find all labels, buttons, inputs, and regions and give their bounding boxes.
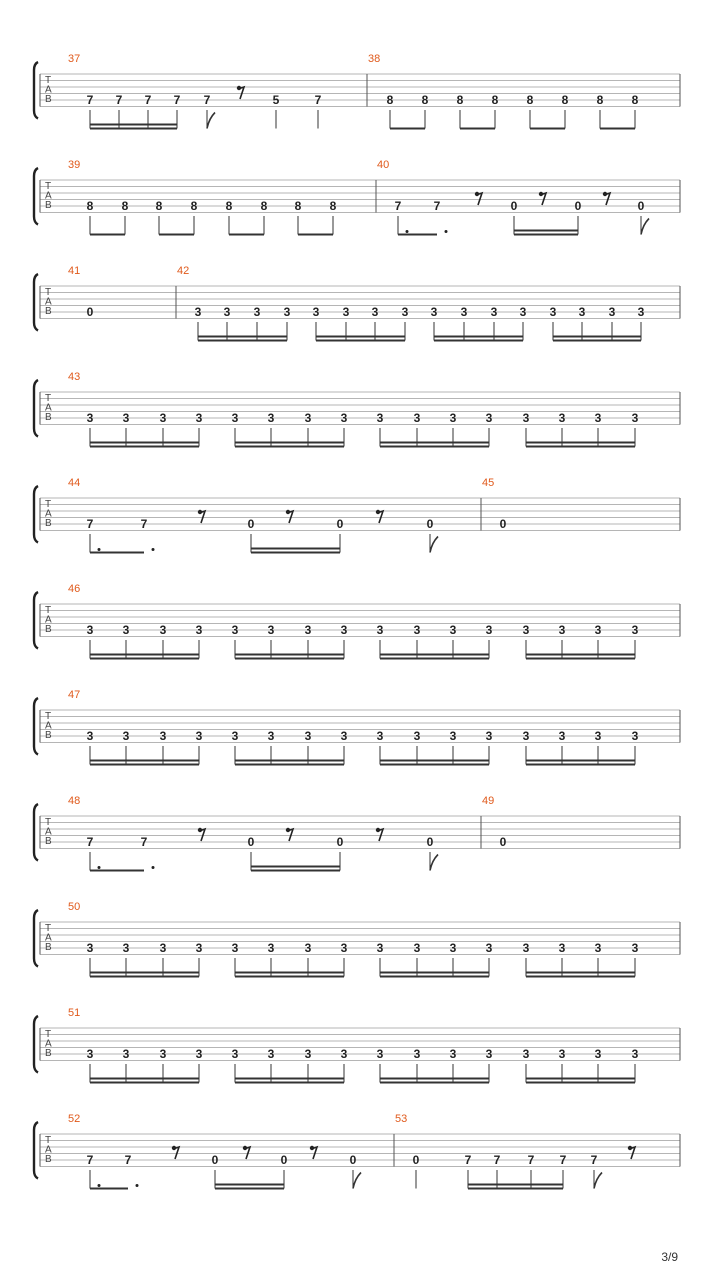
- measure-number: 43: [68, 371, 81, 383]
- note-flag: [430, 855, 438, 871]
- fret-number: 3: [340, 729, 348, 743]
- fret-number: 8: [456, 93, 464, 107]
- fret-number: 3: [223, 305, 231, 319]
- tab-clef-letter: B: [45, 306, 52, 317]
- measure-number: 39: [68, 159, 81, 171]
- eighth-rest-icon: [286, 828, 293, 841]
- measure-number: 49: [482, 795, 495, 807]
- eighth-rest-icon: [376, 828, 383, 841]
- measure-number: 52: [68, 1113, 81, 1125]
- fret-number: 7: [86, 835, 94, 849]
- measure-number: 44: [68, 477, 81, 489]
- tab-clef-letter: B: [45, 200, 52, 211]
- fret-number: 8: [190, 199, 198, 213]
- measure-number: 48: [68, 795, 81, 807]
- fret-number: 7: [140, 835, 148, 849]
- fret-number: 3: [304, 729, 312, 743]
- fret-number: 8: [526, 93, 534, 107]
- fret-number: 3: [371, 305, 379, 319]
- measure-number: 40: [377, 159, 390, 171]
- tab-system: [34, 1007, 680, 1083]
- fret-number: 3: [594, 729, 602, 743]
- augmentation-dot: [98, 866, 101, 869]
- tab-system: [34, 1113, 680, 1189]
- fret-number: 0: [574, 199, 582, 213]
- fret-number: 3: [231, 411, 239, 425]
- fret-number: 3: [637, 305, 645, 319]
- tab-clef-letter: B: [45, 624, 52, 635]
- fret-number: 3: [485, 941, 493, 955]
- fret-number: 3: [413, 411, 421, 425]
- fret-number: 3: [413, 623, 421, 637]
- tab-clef-letter: B: [45, 518, 52, 529]
- fret-number: 3: [267, 1047, 275, 1061]
- fret-number: 3: [195, 729, 203, 743]
- fret-number: 3: [594, 1047, 602, 1061]
- fret-number: 3: [231, 623, 239, 637]
- fret-number: 3: [522, 411, 530, 425]
- note-flag: [641, 219, 649, 235]
- fret-number: 8: [421, 93, 429, 107]
- fret-number: 7: [590, 1153, 598, 1167]
- measure-number: 37: [68, 53, 81, 65]
- fret-number: 0: [280, 1153, 288, 1167]
- eighth-rest-icon: [310, 1146, 317, 1159]
- note-flag: [353, 1173, 361, 1189]
- eighth-rest-icon: [603, 192, 610, 205]
- fret-number: 3: [413, 729, 421, 743]
- fret-number: 3: [86, 623, 94, 637]
- augmentation-dot: [152, 548, 155, 551]
- tab-clef-letter: A: [45, 932, 52, 944]
- eighth-rest-icon: [198, 510, 205, 523]
- tab-clef-letter: B: [45, 412, 52, 423]
- fret-number: 8: [386, 93, 394, 107]
- fret-number: 8: [631, 93, 639, 107]
- fret-number: 3: [159, 941, 167, 955]
- tab-system: [34, 265, 680, 341]
- fret-number: 3: [594, 411, 602, 425]
- augmentation-dot: [98, 1184, 101, 1187]
- fret-number: 3: [558, 1047, 566, 1061]
- tab-clef-letter: B: [45, 94, 52, 105]
- fret-number: 3: [86, 411, 94, 425]
- tab-system: [34, 371, 680, 447]
- tab-clef-letter: A: [45, 190, 52, 202]
- tab-clef-letter: T: [45, 181, 52, 192]
- fret-number: 7: [86, 1153, 94, 1167]
- tab-clef-letter: A: [45, 508, 52, 520]
- fret-number: 3: [340, 623, 348, 637]
- fret-number: 3: [122, 941, 130, 955]
- fret-number: 3: [342, 305, 350, 319]
- fret-number: 3: [86, 1047, 94, 1061]
- measure-number: 51: [68, 1007, 81, 1019]
- eighth-rest-icon: [376, 510, 383, 523]
- fret-number: 7: [559, 1153, 567, 1167]
- fret-number: 8: [491, 93, 499, 107]
- fret-number: 3: [522, 941, 530, 955]
- measure-number: 53: [395, 1113, 408, 1125]
- fret-number: 7: [314, 93, 322, 107]
- fret-number: 3: [449, 623, 457, 637]
- fret-number: 7: [115, 93, 123, 107]
- fret-number: 0: [510, 199, 518, 213]
- tab-clef-letter: A: [45, 296, 52, 308]
- tab-clef-letter: A: [45, 826, 52, 838]
- fret-number: 3: [485, 623, 493, 637]
- page-number: 3/9: [661, 1250, 678, 1264]
- fret-number: 3: [549, 305, 557, 319]
- system-bracket: [34, 1016, 38, 1073]
- eighth-rest-icon: [475, 192, 482, 205]
- fret-number: 8: [329, 199, 337, 213]
- fret-number: 3: [401, 305, 409, 319]
- note-flag: [594, 1173, 602, 1189]
- tab-clef-letter: T: [45, 1135, 52, 1146]
- fret-number: 3: [485, 729, 493, 743]
- eighth-rest-icon: [628, 1146, 635, 1159]
- tab-clef-letter: B: [45, 1154, 52, 1165]
- fret-number: 3: [122, 1047, 130, 1061]
- system-bracket: [34, 168, 38, 225]
- measure-number: 41: [68, 265, 81, 277]
- fret-number: 3: [558, 411, 566, 425]
- measure-number: 50: [68, 901, 81, 913]
- eighth-rest-icon: [237, 86, 244, 99]
- fret-number: 3: [231, 729, 239, 743]
- fret-number: 3: [413, 941, 421, 955]
- fret-number: 0: [637, 199, 645, 213]
- fret-number: 3: [519, 305, 527, 319]
- eighth-rest-icon: [172, 1146, 179, 1159]
- tab-clef-letter: B: [45, 730, 52, 741]
- fret-number: 0: [349, 1153, 357, 1167]
- fret-number: 3: [340, 941, 348, 955]
- fret-number: 3: [376, 1047, 384, 1061]
- fret-number: 3: [122, 729, 130, 743]
- measure-number: 46: [68, 583, 81, 595]
- fret-number: 3: [631, 623, 639, 637]
- tab-system: [34, 901, 680, 977]
- fret-number: 3: [231, 941, 239, 955]
- tab-clef-letter: T: [45, 287, 52, 298]
- tab-system: [34, 159, 680, 235]
- fret-number: 3: [522, 1047, 530, 1061]
- fret-number: 8: [596, 93, 604, 107]
- fret-number: 3: [194, 305, 202, 319]
- fret-number: 7: [140, 517, 148, 531]
- eighth-rest-icon: [286, 510, 293, 523]
- fret-number: 7: [144, 93, 152, 107]
- augmentation-dot: [98, 548, 101, 551]
- fret-number: 3: [376, 411, 384, 425]
- system-bracket: [34, 804, 38, 861]
- fret-number: 3: [195, 941, 203, 955]
- fret-number: 3: [304, 1047, 312, 1061]
- fret-number: 3: [522, 729, 530, 743]
- tab-clef-letter: T: [45, 817, 52, 828]
- fret-number: 3: [631, 729, 639, 743]
- fret-number: 3: [376, 941, 384, 955]
- fret-number: 3: [231, 1047, 239, 1061]
- tab-clef-letter: A: [45, 1038, 52, 1050]
- fret-number: 7: [86, 93, 94, 107]
- tab-clef-letter: B: [45, 1048, 52, 1059]
- fret-number: 3: [267, 411, 275, 425]
- augmentation-dot: [136, 1184, 139, 1187]
- fret-number: 3: [195, 1047, 203, 1061]
- fret-number: 3: [312, 305, 320, 319]
- fret-number: 0: [211, 1153, 219, 1167]
- fret-number: 3: [594, 941, 602, 955]
- tab-clef-letter: A: [45, 1144, 52, 1156]
- fret-number: 7: [173, 93, 181, 107]
- fret-number: 3: [253, 305, 261, 319]
- tab-clef-letter: T: [45, 499, 52, 510]
- fret-number: 3: [558, 729, 566, 743]
- fret-number: 3: [159, 411, 167, 425]
- fret-number: 3: [340, 411, 348, 425]
- tab-system: [34, 689, 680, 765]
- tab-clef-letter: A: [45, 84, 52, 96]
- fret-number: 3: [631, 941, 639, 955]
- fret-number: 3: [122, 623, 130, 637]
- tab-clef-letter: T: [45, 393, 52, 404]
- fret-number: 8: [155, 199, 163, 213]
- fret-number: 8: [225, 199, 233, 213]
- fret-number: 3: [159, 729, 167, 743]
- fret-number: 7: [203, 93, 211, 107]
- fret-number: 3: [195, 411, 203, 425]
- fret-number: 3: [558, 941, 566, 955]
- augmentation-dot: [445, 230, 448, 233]
- fret-number: 7: [394, 199, 402, 213]
- fret-number: 3: [578, 305, 586, 319]
- tab-system: [34, 53, 680, 129]
- fret-number: 3: [413, 1047, 421, 1061]
- tab-clef-letter: T: [45, 923, 52, 934]
- fret-number: 3: [159, 1047, 167, 1061]
- tab-clef-letter: A: [45, 720, 52, 732]
- fret-number: 0: [499, 835, 507, 849]
- tab-system: [34, 583, 680, 659]
- fret-number: 0: [412, 1153, 420, 1167]
- eighth-rest-icon: [198, 828, 205, 841]
- tab-system: [34, 477, 680, 553]
- tab-clef-letter: T: [45, 1029, 52, 1040]
- system-bracket: [34, 1122, 38, 1179]
- fret-number: 7: [124, 1153, 132, 1167]
- eighth-rest-icon: [243, 1146, 250, 1159]
- fret-number: 3: [558, 623, 566, 637]
- fret-number: 0: [426, 517, 434, 531]
- fret-number: 5: [272, 93, 280, 107]
- fret-number: 3: [430, 305, 438, 319]
- augmentation-dot: [406, 230, 409, 233]
- fret-number: 8: [86, 199, 94, 213]
- tab-clef-letter: T: [45, 711, 52, 722]
- note-flag: [207, 113, 215, 129]
- fret-number: 0: [86, 305, 94, 319]
- fret-number: 3: [460, 305, 468, 319]
- fret-number: 3: [449, 729, 457, 743]
- fret-number: 3: [122, 411, 130, 425]
- tab-clef-letter: B: [45, 942, 52, 953]
- fret-number: 3: [522, 623, 530, 637]
- fret-number: 3: [340, 1047, 348, 1061]
- measure-number: 47: [68, 689, 81, 701]
- fret-number: 3: [485, 411, 493, 425]
- fret-number: 7: [464, 1153, 472, 1167]
- fret-number: 7: [493, 1153, 501, 1167]
- system-bracket: [34, 910, 38, 967]
- fret-number: 3: [631, 411, 639, 425]
- system-bracket: [34, 274, 38, 331]
- fret-number: 3: [631, 1047, 639, 1061]
- fret-number: 8: [260, 199, 268, 213]
- fret-number: 0: [499, 517, 507, 531]
- fret-number: 3: [608, 305, 616, 319]
- tab-system: [34, 795, 680, 871]
- fret-number: 3: [304, 411, 312, 425]
- fret-number: 3: [449, 941, 457, 955]
- fret-number: 3: [594, 623, 602, 637]
- fret-number: 0: [247, 835, 255, 849]
- fret-number: 3: [490, 305, 498, 319]
- fret-number: 7: [86, 517, 94, 531]
- fret-number: 3: [195, 623, 203, 637]
- measure-number: 42: [177, 265, 190, 277]
- fret-number: 0: [426, 835, 434, 849]
- fret-number: 8: [121, 199, 129, 213]
- augmentation-dot: [152, 866, 155, 869]
- fret-number: 8: [561, 93, 569, 107]
- tab-clef-letter: A: [45, 402, 52, 414]
- system-bracket: [34, 486, 38, 543]
- fret-number: 7: [433, 199, 441, 213]
- fret-number: 3: [159, 623, 167, 637]
- measure-number: 38: [368, 53, 381, 65]
- tab-clef-letter: B: [45, 836, 52, 847]
- fret-number: 3: [267, 729, 275, 743]
- fret-number: 3: [449, 411, 457, 425]
- tab-clef-letter: A: [45, 614, 52, 626]
- fret-number: 0: [336, 517, 344, 531]
- system-bracket: [34, 380, 38, 437]
- tab-clef-letter: T: [45, 75, 52, 86]
- fret-number: 3: [86, 729, 94, 743]
- fret-number: 3: [267, 623, 275, 637]
- fret-number: 7: [527, 1153, 535, 1167]
- fret-number: 3: [304, 941, 312, 955]
- fret-number: 3: [267, 941, 275, 955]
- fret-number: 0: [336, 835, 344, 849]
- note-flag: [430, 537, 438, 553]
- eighth-rest-icon: [539, 192, 546, 205]
- system-bracket: [34, 698, 38, 755]
- fret-number: 3: [304, 623, 312, 637]
- system-bracket: [34, 62, 38, 119]
- fret-number: 3: [376, 623, 384, 637]
- system-bracket: [34, 592, 38, 649]
- measure-number: 45: [482, 477, 495, 489]
- fret-number: 8: [294, 199, 302, 213]
- fret-number: 3: [86, 941, 94, 955]
- fret-number: 3: [283, 305, 291, 319]
- tab-clef-letter: T: [45, 605, 52, 616]
- fret-number: 3: [449, 1047, 457, 1061]
- fret-number: 3: [485, 1047, 493, 1061]
- fret-number: 0: [247, 517, 255, 531]
- fret-number: 3: [376, 729, 384, 743]
